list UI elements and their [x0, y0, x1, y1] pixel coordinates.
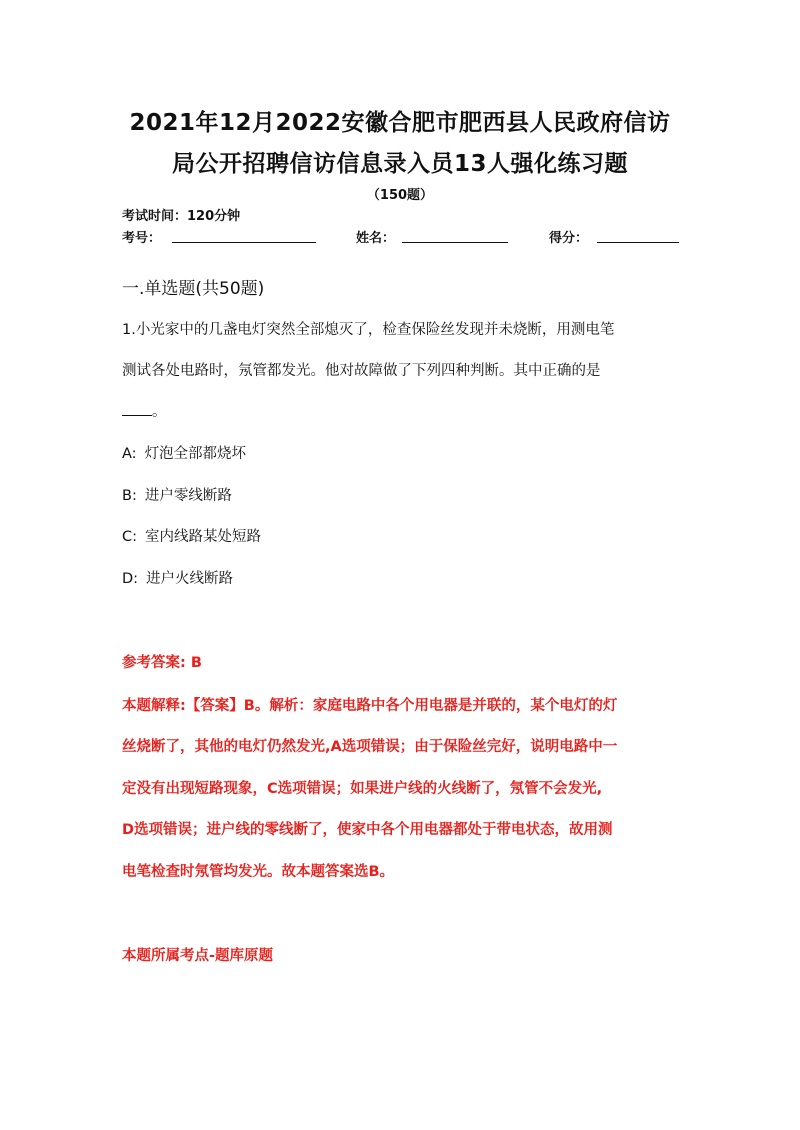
explanation-line-2: 丝烧断了，其他的电灯仍然发光,A选项错误；由于保险丝完好，说明电路中一	[122, 739, 618, 755]
explanation-line-5: 电笔检查时氖管均发光。故本题答案选B。	[122, 864, 395, 880]
section-heading: 一.单选题(共50题)	[122, 279, 265, 299]
option-b	[122, 484, 232, 505]
question-text-line-1: 1.小光家中的几盏电灯突然全部熄灭了，检查保险丝发现并未烧断，用测电笔	[122, 322, 615, 338]
page-title-line-2: 局公开招聘信访信息录入员13人强化练习题	[171, 151, 628, 177]
topic-line: 本题所属考点-题库原题	[122, 948, 274, 964]
answer-blank	[122, 403, 152, 416]
option-letter: C:	[122, 529, 138, 545]
question-count: （150题）	[366, 188, 434, 203]
exam-time: 考试时间：120分钟	[122, 209, 241, 224]
option-d	[122, 567, 233, 588]
option-a	[122, 442, 246, 463]
question-text-line-2: 测试各处电路时，氖管都发光。他对故障做了下列四种判断。其中正确的是	[122, 363, 601, 379]
question-text-line-3	[122, 400, 167, 421]
explanation-line-4: D选项错误；进户线的零线断了，使家中各个用电器都处于带电状态，故用测	[122, 822, 613, 838]
name-blank	[402, 242, 508, 243]
option-text: 室内线路某处短路	[145, 529, 262, 545]
name-label: 姓名：	[356, 231, 396, 246]
option-text: 灯泡全部都烧坏	[144, 446, 247, 462]
option-letter: B:	[122, 488, 137, 504]
option-letter: A:	[122, 446, 137, 462]
option-c	[122, 525, 261, 546]
score-blank	[597, 242, 679, 243]
reference-answer: 参考答案: B	[122, 655, 202, 671]
question-end-punctuation: 。	[152, 404, 167, 420]
score-label: 得分：	[549, 231, 589, 246]
option-text: 进户零线断路	[144, 488, 232, 504]
page-title-line-1: 2021年12月2022安徽合肥市肥西县人民政府信访	[129, 110, 671, 136]
exam-number-blank	[172, 242, 316, 243]
option-text: 进户火线断路	[146, 571, 234, 587]
explanation-line-1: 本题解释:【答案】B。解析：家庭电路中各个用电器是并联的，某个电灯的灯	[122, 698, 618, 714]
explanation-line-3: 定没有出现短路现象，C选项错误；如果进户线的火线断了，氖管不会发光,	[122, 781, 603, 797]
option-letter: D:	[122, 571, 139, 587]
exam-number-label: 考号：	[122, 231, 162, 246]
